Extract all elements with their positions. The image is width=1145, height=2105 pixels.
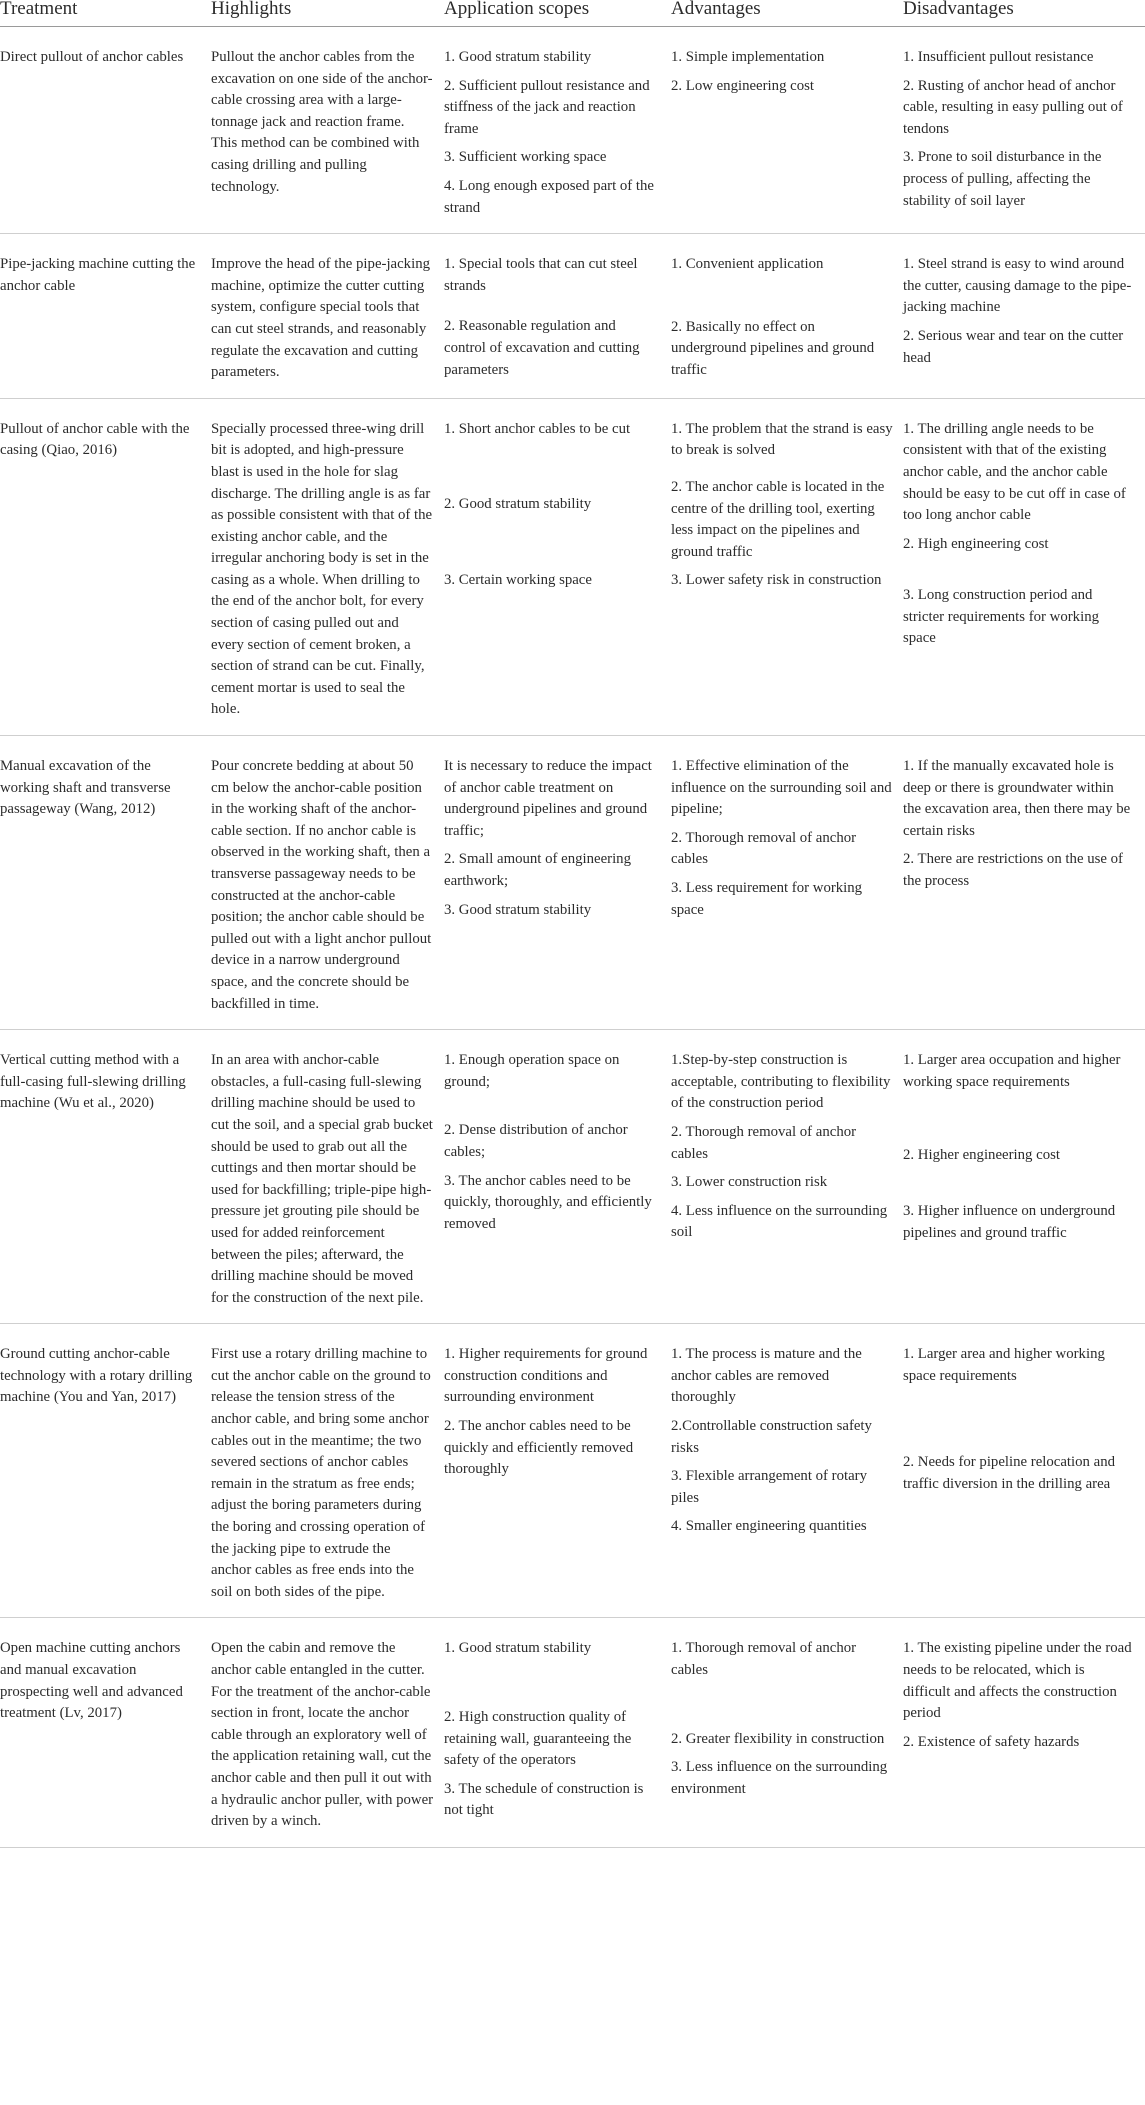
advantages-cell [671,1618,903,1847]
disadvantages-item: 3. Prone to soil disturbance in the process of pulling, affecting the stability of soil layer [903,149,1102,209]
advantages-item: 3. Lower safety risk in construction [671,572,882,589]
advantages-item: 3. Lower construction risk [671,1174,828,1191]
disadvantages-item: 3. Long construction period and stricter requirements for working space [903,587,1099,647]
scopes-item: 2. High construction quality of retaining wall, guaranteeing the safety of the operators [444,1709,632,1769]
disadvantages-cell [903,1030,1145,1324]
scopes-item: 2. Small amount of engineering earthwork; [444,851,631,889]
treatment-cell [0,1324,211,1618]
disadvantages-item: 1. If the manually excavated hole is deep or there is groundwater within the excavation area, then there may be certain risks [903,758,1131,839]
disadvantages-item: 2. Needs for pipeline relocation and traffic diversion in the drilling area [903,1454,1116,1493]
scopes-item: 3. Sufficient working space [444,149,607,166]
scopes-item: 3. Certain working space [444,571,592,588]
highlights-text: Specially processed three-wing drill bit is adopted, and high-pressure blast is used in the hole for slag discharge. The drilling angle is as far as possible consistent with that of the existing anchor cable, and the irregular anchoring body is set in the casing as a whole. When drilling to the end of the anchor bolt, for every section of casing pulled out and every section of cement broken, a section of strand can be cut. Finally, cement mortar is used to seal the hole. [211,420,433,718]
scopes-item: 1. Good stratum stability [444,49,592,65]
highlights-text: Pullout the anchor cables from the excavation on one side of the anchor-cable crossing area with a large-tonnage jack and reaction frame. This method can be combined with casing drilling and pulling technology. [211,49,433,195]
treatment-text: Open machine cutting anchors and manual excavation prospecting well and advanced treatment (Lv, 2017) [0,1640,183,1722]
highlights-cell [211,27,444,234]
scopes-item: 2. Sufficient pullout resistance and stiffness of the jack and reaction frame [444,77,650,137]
highlights-cell [211,398,444,735]
highlights-cell [211,1030,444,1324]
disadvantages-cell [903,398,1145,735]
treatment-cell [0,398,211,735]
treatment-text: Ground cutting anchor-cable technology with a rotary drilling machine (You and Yan, 2017) [0,1346,193,1406]
advantages-item: 1. Thorough removal of anchor cables [671,1640,857,1678]
disadvantages-item: 1. Larger area occupation and higher working space requirements [903,1052,1121,1090]
scopes-cell [444,27,671,234]
highlights-text: Improve the head of the pipe-jacking machine, optimize the cutter cutting system, configure special tools that can cut steel strands, and reasonably regulate the excavation and cutting parameters. [211,256,430,381]
table-row [0,27,1145,234]
treatment-cell [0,1030,211,1324]
disadvantages-item: 1. Larger area and higher working space requirements [903,1346,1105,1384]
disadvantages-item: 3. Higher influence on underground pipelines and ground traffic [903,1202,1116,1241]
scopes-cell [444,234,671,399]
advantages-item: 4. Smaller engineering quantities [671,1518,867,1535]
treatment-cell [0,1618,211,1847]
treatment-cell [0,27,211,234]
highlights-text: First use a rotary drilling machine to cut the anchor cable on the ground to release the tension stress of the anchor cable, and bring some anchor cables out in the meantime; the two severed sections of anchor cables remain in the stratum as free ends; adjust the boring parameters during the boring and crossing operation of the jacking pipe to extrude the anchor cables as free ends into the soil on both sides of the pipe. [211,1346,431,1600]
highlights-cell [211,736,444,1030]
header-highlights: Highlights [211,0,444,27]
disadvantages-cell [903,27,1145,234]
scopes-cell [444,398,671,735]
advantages-item: 1.Step-by-step construction is acceptable, contributing to flexibility of the construction period [671,1052,891,1112]
treatment-cell [0,234,211,399]
advantages-item: 3. Less requirement for working space [671,880,863,918]
table-row [0,736,1145,1030]
advantages-item: 2. Low engineering cost [671,77,814,94]
scopes-item: 2. Dense distribution of anchor cables; [444,1122,628,1160]
header-advantages: Advantages [671,0,903,27]
disadvantages-item: 2. Existence of safety hazards [903,1733,1080,1750]
advantages-item: 1. Convenient application [671,256,824,273]
advantages-item: 4. Less influence on the surrounding soil [671,1202,888,1241]
scopes-cell [444,736,671,1030]
disadvantages-item: 2. Serious wear and tear on the cutter head [903,327,1124,366]
disadvantages-cell [903,736,1145,1030]
disadvantages-item: 2. High engineering cost [903,535,1049,552]
table-row [0,1030,1145,1324]
advantages-item: 1. The problem that the strand is easy to break is solved [671,420,893,459]
advantages-item: 2.Controllable construction safety risks [671,1418,872,1456]
disadvantages-cell [903,1324,1145,1618]
disadvantages-item: 2. Rusting of anchor head of anchor cable, resulting in easy pulling out of tendons [903,77,1123,137]
treatment-text: Pullout of anchor cable with the casing (Qiao, 2016) [0,420,190,459]
advantages-item: 3. Flexible arrangement of rotary piles [671,1468,867,1506]
highlights-cell [211,1324,444,1618]
scopes-item: 3. The schedule of construction is not tight [444,1780,644,1819]
advantages-item: 2. Thorough removal of anchor cables [671,1123,857,1162]
scopes-item: 2. Good stratum stability [444,496,592,513]
advantages-cell [671,398,903,735]
highlights-cell [211,234,444,399]
advantages-cell [671,27,903,234]
disadvantages-item: 1. Insufficient pullout resistance [903,49,1094,65]
highlights-text: In an area with anchor-cable obstacles, a full-casing full-slewing drilling machine should be used to cut the soil, and a special grab bucket should be used to grab out all the cuttings and then mortar should be used for backfilling; triple-pipe high-pressure jet grouting pile should be used for added reinforcement between the piles; afterward, the drilling machine should be moved for the construction of the next pile. [211,1052,433,1306]
disadvantages-item: 1. Steel strand is easy to wind around the cutter, causing damage to the pipe-jacking machine [903,256,1132,316]
scopes-item: 1. Enough operation space on ground; [444,1052,620,1090]
header-treatment: Treatment [0,0,211,27]
advantages-item: 2. The anchor cable is located in the centre of the drilling tool, exerting less impact on the pipelines and ground traffic [671,478,885,560]
advantages-item: 2. Greater flexibility in construction [671,1730,885,1747]
disadvantages-cell [903,1618,1145,1847]
advantages-item: 2. Basically no effect on underground pipelines and ground traffic [671,318,875,378]
treatment-text: Direct pullout of anchor cables [0,49,184,65]
scopes-item: 2. Reasonable regulation and control of excavation and cutting parameters [444,318,640,378]
scopes-item: It is necessary to reduce the impact of anchor cable treatment on underground pipelines and ground traffic; [444,758,652,839]
header-application-scopes: Application scopes [444,0,671,27]
advantages-cell [671,1030,903,1324]
highlights-cell [211,1618,444,1847]
scopes-item: 1. Good stratum stability [444,1640,592,1657]
advantages-item: 1. Effective elimination of the influence on the surrounding soil and pipeline; [671,758,892,818]
table-body [0,27,1145,1848]
advantages-cell [671,234,903,399]
highlights-text: Open the cabin and remove the anchor cable entangled in the cutter. For the treatment of the anchor-cable section in front, locate the anchor cable through an exploratory well of the application retaining wall, cut the anchor cable and then pull it out with a hydraulic anchor puller, with power driven by a winch. [211,1640,434,1830]
treatment-text: Pipe-jacking machine cutting the anchor cable [0,256,196,294]
table-row [0,398,1145,735]
table-row [0,234,1145,399]
table-row [0,1618,1145,1847]
header-disadvantages: Disadvantages [903,0,1145,27]
scopes-item: 2. The anchor cables need to be quickly and efficiently removed thoroughly [444,1418,634,1478]
scopes-cell [444,1618,671,1847]
scopes-cell [444,1324,671,1618]
scopes-item: 4. Long enough exposed part of the strand [444,177,654,216]
disadvantages-cell [903,234,1145,399]
scopes-item: 1. Special tools that can cut steel strands [444,256,638,294]
advantages-cell [671,736,903,1030]
table-row [0,1324,1145,1618]
advantages-cell [671,1324,903,1618]
advantages-item: 3. Less influence on the surrounding environment [671,1759,888,1797]
advantages-item: 2. Thorough removal of anchor cables [671,829,857,868]
scopes-cell [444,1030,671,1324]
scopes-item: 1. Short anchor cables to be cut [444,420,631,437]
highlights-text: Pour concrete bedding at about 50 cm below the anchor-cable position in the working shaft of the anchor-cable section. If no anchor cable is observed in the working shaft, then a transverse passageway needs to be constructed at the anchor-cable position; the anchor cable should be pulled out with a light anchor pullout device in a narrow underground space, and the concrete should be backfilled in time. [211,758,432,1012]
advantages-item: 1. The process is mature and the anchor cables are removed thoroughly [671,1346,862,1406]
disadvantages-item: 1. The drilling angle needs to be consistent with that of the existing anchor cable, and the anchor cable should be easy to be cut off in case of too long anchor cable [903,420,1126,524]
scopes-item: 3. Good stratum stability [444,901,592,918]
treatment-text: Manual excavation of the working shaft and transverse passageway (Wang, 2012) [0,758,171,818]
treatment-text: Vertical cutting method with a full-casing full-slewing drilling machine (Wu et al., 2020) [0,1052,186,1112]
disadvantages-item: 1. The existing pipeline under the road needs to be relocated, which is difficult and affects the construction period [903,1640,1132,1722]
advantages-item: 1. Simple implementation [671,49,825,65]
scopes-item: 1. Higher requirements for ground construction conditions and surrounding environment [444,1346,648,1406]
disadvantages-item: 2. Higher engineering cost [903,1147,1060,1164]
disadvantages-item: 2. There are restrictions on the use of the process [903,851,1123,889]
treatment-cell [0,736,211,1030]
scopes-item: 3. The anchor cables need to be quickly, thoroughly, and efficiently removed [444,1172,652,1232]
header-row [0,0,1145,27]
